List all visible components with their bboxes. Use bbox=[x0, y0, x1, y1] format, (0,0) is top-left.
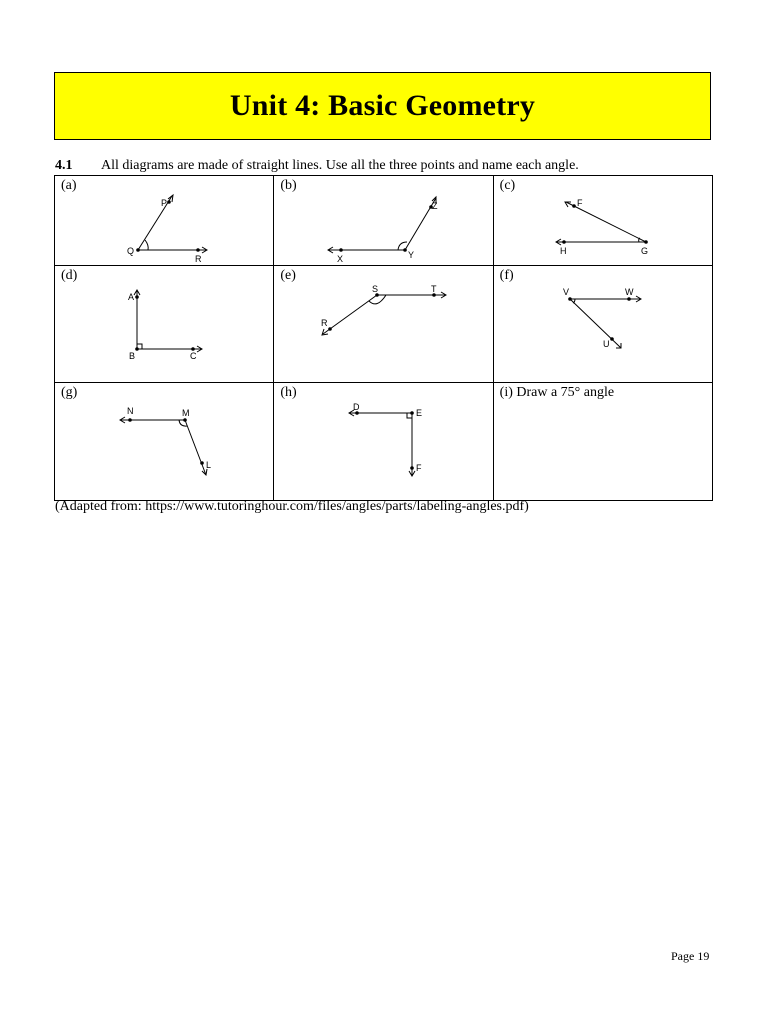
angle-diagram-e bbox=[274, 266, 493, 382]
cell-label: (i) Draw a 75° angle bbox=[499, 385, 615, 400]
source-citation: (Adapted from: https://www.tutoringhour.com/files/angles/parts/labeling-angles.pdf) bbox=[55, 499, 529, 514]
point-label: M bbox=[182, 408, 190, 418]
angle-diagram-f bbox=[494, 266, 713, 382]
cell-label: (c) bbox=[499, 178, 516, 193]
cell-label: (g) bbox=[61, 385, 78, 400]
cell-e bbox=[274, 266, 493, 383]
cell-g bbox=[55, 383, 274, 501]
point-label: T bbox=[431, 284, 437, 294]
angle-diagram-d bbox=[55, 266, 274, 382]
point-label: L bbox=[206, 460, 212, 470]
point-label: N bbox=[127, 406, 134, 416]
instruction bbox=[55, 158, 579, 174]
point-label: V bbox=[562, 287, 569, 297]
point-label: R bbox=[321, 318, 328, 328]
point-label: H bbox=[559, 246, 567, 256]
point-label: E bbox=[416, 408, 423, 418]
cell-a bbox=[55, 176, 274, 266]
angle-diagram-b bbox=[274, 176, 493, 265]
cell-label: (f) bbox=[499, 268, 514, 283]
point-label: G bbox=[640, 246, 648, 256]
cell-i bbox=[493, 383, 712, 501]
point-label: P bbox=[161, 198, 168, 208]
point-label: F bbox=[416, 463, 422, 473]
point-label: B bbox=[129, 351, 136, 361]
cell-b bbox=[274, 176, 493, 266]
point-label: W bbox=[624, 287, 634, 297]
instruction-text: All diagrams are made of straight lines. Use all the three points and name each angle. bbox=[101, 158, 579, 173]
page-number: Page 19 bbox=[671, 949, 710, 963]
cell-h bbox=[274, 383, 493, 501]
cell-label: (d) bbox=[61, 268, 78, 283]
point-label: A bbox=[128, 292, 135, 302]
point-label: U bbox=[602, 339, 610, 349]
cell-f bbox=[493, 266, 712, 383]
angle-diagram-h bbox=[274, 383, 493, 500]
cell-label: (e) bbox=[280, 268, 296, 283]
angle-diagram-c bbox=[494, 176, 713, 265]
point-label: D bbox=[353, 402, 360, 412]
angle-diagram-a bbox=[55, 176, 274, 265]
cell-label: (a) bbox=[61, 178, 77, 193]
point-label: Y bbox=[408, 250, 415, 260]
point-label: Q bbox=[127, 246, 135, 256]
cell-c bbox=[493, 176, 712, 266]
point-label: C bbox=[190, 351, 197, 361]
title-box bbox=[54, 72, 711, 140]
point-label: R bbox=[195, 254, 202, 264]
page-title: Unit 4: Basic Geometry bbox=[229, 89, 536, 122]
angles-table bbox=[54, 175, 713, 501]
point-label: X bbox=[337, 254, 344, 264]
point-label: S bbox=[372, 284, 379, 294]
cell-d bbox=[55, 266, 274, 383]
point-label: F bbox=[576, 198, 583, 208]
cell-label: (b) bbox=[280, 178, 297, 193]
cell-label: (h) bbox=[280, 385, 297, 400]
question-number: 4.1 bbox=[55, 158, 73, 173]
angle-diagram-g bbox=[55, 383, 274, 500]
point-label: Z bbox=[432, 201, 438, 211]
